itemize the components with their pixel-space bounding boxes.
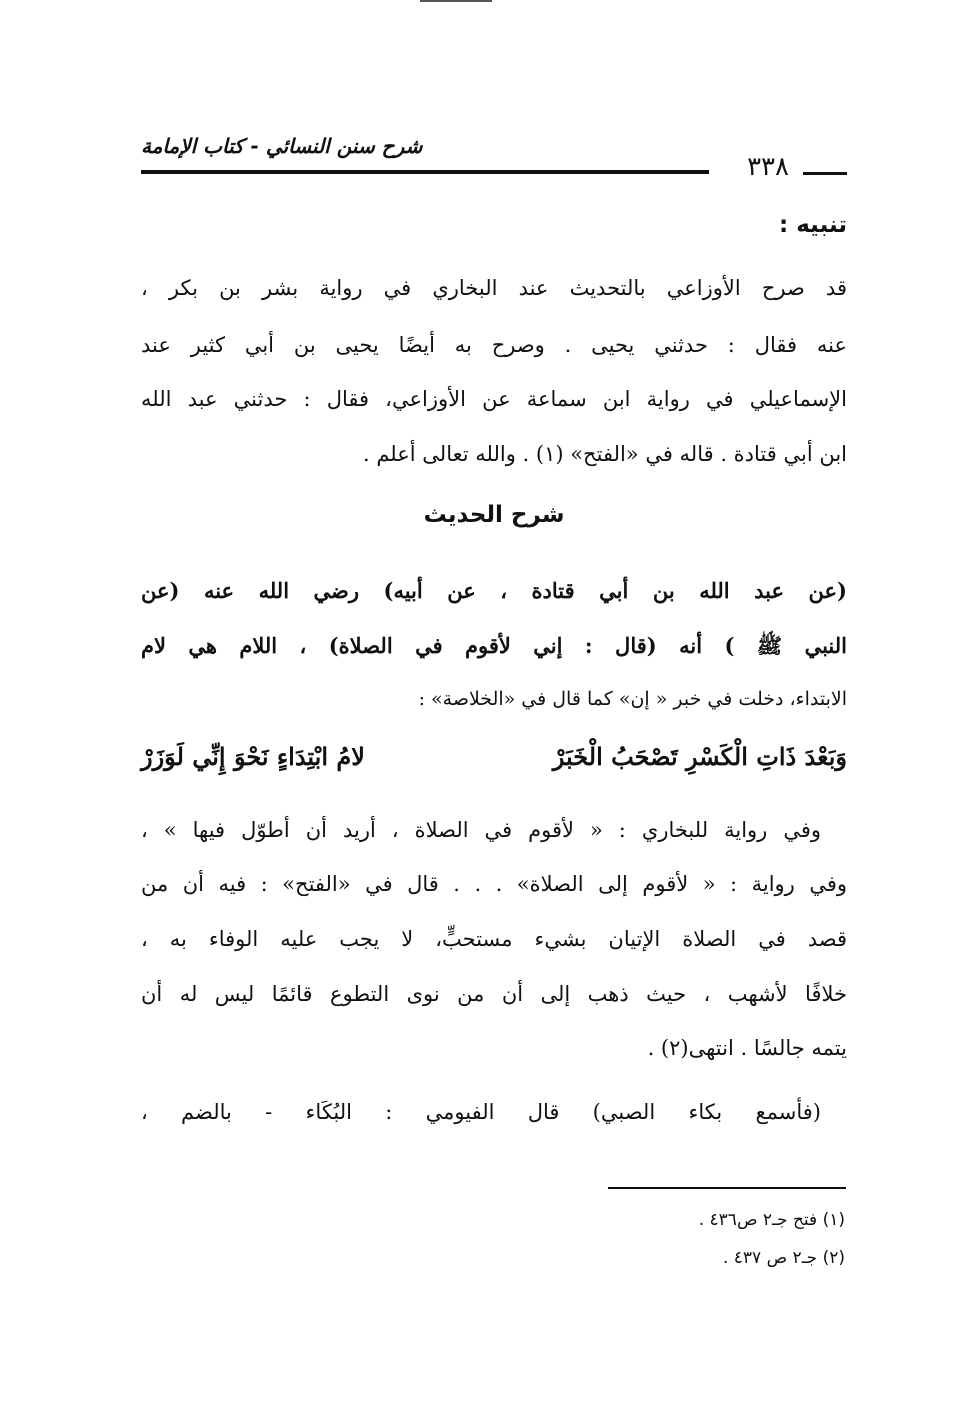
sharh-line-1: (عن عبد الله بن أبي قتادة ، عن أبيه) رضي الله عنه (عن bbox=[141, 578, 847, 603]
sharh-heading: شرح الحديث bbox=[423, 502, 565, 528]
scan-mark bbox=[420, 0, 492, 2]
tanbih-line-4: ابن أبي قتادة . قاله في «الفتح» (١) . والله تعالى أعلم . bbox=[362, 442, 847, 466]
sharh-line-7: خلافًا لأشهب ، حيث ذهب إلى أن من نوى التطوع قائمًا ليس له أن bbox=[141, 982, 847, 1006]
sharh-line-9: (فأسمع بكاء الصبي) قال الفيومي : البُكَاء - بالضم ، bbox=[141, 1100, 821, 1124]
verse bbox=[141, 742, 847, 782]
footnote-1: (١) فتح جـ٢ ص٤٣٦ . bbox=[698, 1210, 845, 1230]
footnote-rule bbox=[608, 1187, 846, 1189]
page-number-rule bbox=[803, 172, 847, 175]
header-title: شرح سنن النسائي - كتاب الإمامة bbox=[141, 134, 423, 158]
page-number: ٣٣٨ bbox=[747, 152, 789, 182]
sharh-line-2: النبي ﷺ ) أنه (قال : إني لأقوم في الصلاة) ، اللام هي لام bbox=[141, 633, 847, 658]
tanbih-line-3: الإسماعيلي في رواية ابن سماعة عن الأوزاعي، فقال : حدثني عبد الله bbox=[141, 387, 847, 411]
sharh-line-3: الابتداء، دخلت في خبر « إن» كما قال في «الخلاصة» : bbox=[418, 688, 847, 710]
tanbih-line-1: قد صرح الأوزاعي بالتحديث عند البخاري في رواية بشر بن بكر ، bbox=[141, 276, 847, 300]
tanbih-heading: تنبيه : bbox=[779, 212, 847, 238]
verse-first-hemistich: وَبَعْدَ ذَاتِ الْكَسْرِ تَصْحَبُ الْخَبَرْ bbox=[552, 742, 847, 771]
sharh-line-6: قصد في الصلاة الإتيان بشيء مستحبٍّ، لا يجب عليه الوفاء به ، bbox=[141, 927, 847, 951]
footnote-2: (٢) جـ٢ ص ٤٣٧ . bbox=[722, 1248, 845, 1268]
sharh-line-5: وفي رواية : « لأقوم إلى الصلاة» . . . قال في «الفتح» : فيه أن من bbox=[141, 872, 847, 896]
tanbih-line-2: عنه فقال : حدثني يحيى . وصرح به أيضًا يحيى بن أبي كثير عند bbox=[141, 333, 847, 357]
sharh-line-8: يتمه جالسًا . انتهى(٢) . bbox=[647, 1036, 847, 1060]
header-rule bbox=[141, 170, 709, 174]
verse-second-hemistich: لامُ ابْتِدَاءٍ نَحْوَ إِنِّي لَوَزَرْ bbox=[141, 742, 365, 771]
sharh-line-4: وفي رواية للبخاري : « لأقوم في الصلاة ، أريد أن أطوّل فيها » ، bbox=[141, 818, 821, 842]
running-header bbox=[141, 132, 847, 180]
